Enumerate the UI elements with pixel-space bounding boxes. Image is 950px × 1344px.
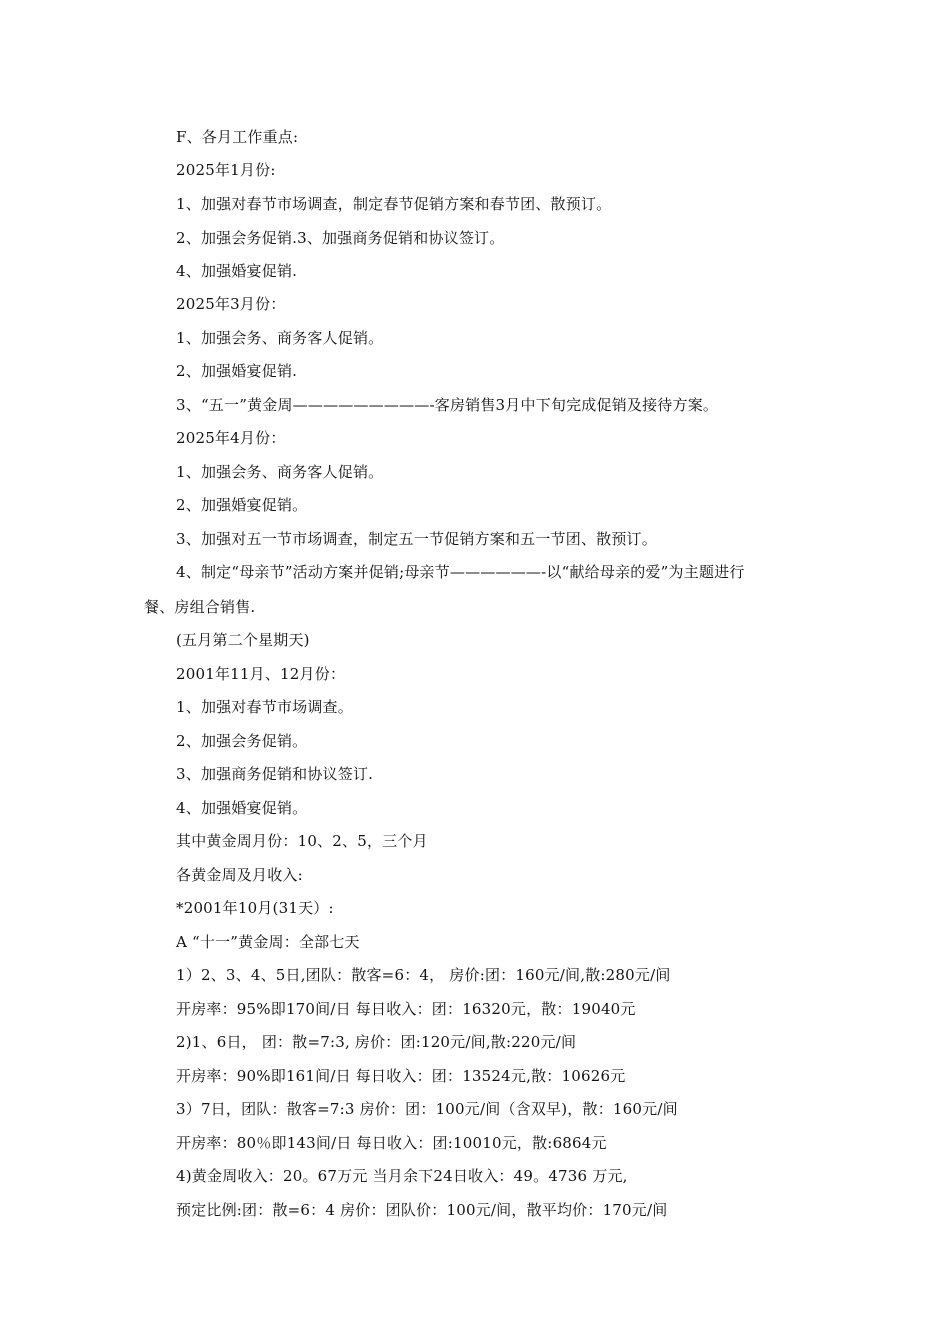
section-heading: F、各月工作重点: [176,128,299,146]
subsection-heading: A “十一”黄金周：全部七天 [176,933,360,951]
list-item: 3、“五一”黄金周—————————-客房销售3月中下旬完成促销及接待方案。 [176,396,719,414]
list-item: 4、加强婚宴促销. [176,262,298,280]
month-heading: *2001年10月(31天）: [176,899,334,917]
paragraph: 3）7日，团队：散客=7:3 房价：团：100元/间（含双早)，散：160元/间 [176,1100,678,1118]
list-item: 4、加强婚宴促销。 [176,799,308,817]
list-item: 2、加强会务促销。 [176,732,308,750]
list-item: 2、加强婚宴促销. [176,362,298,380]
list-item: 3、加强商务促销和协议签订. [176,765,374,783]
list-item: 1、加强会务、商务客人促销。 [176,463,384,481]
note: (五月第二个星期天) [176,631,310,649]
list-item: 2、加强会务促销.3、加强商务促销和协议签订。 [176,229,505,247]
paragraph: 2)1、6日， 团：散=7:3, 房价：团:120元/间,散:220元/间 [176,1033,577,1051]
month-heading: 2025年1月份: [176,161,276,179]
list-item: 1、加强对春节市场调查。 [176,698,353,716]
list-item: 4、制定“母亲节”活动方案并促销;母亲节——————-以“献给母亲的爱”为主题进行 [176,563,745,581]
paragraph: 开房率：95%即170间/日 每日收入：团：16320元，散：19040元 [176,1000,636,1018]
list-item: 3、加强对五一节市场调查，制定五一节促销方案和五一节团、散预订。 [176,530,657,548]
paragraph: 4)黄金周收入：20。67万元 当月余下24日收入：49。4736 万元, [176,1167,628,1185]
month-heading: 2001年11月、12月份： [176,665,346,683]
paragraph: 1）2、3、4、5日,团队：散客=6：4， 房价:团：160元/间,散:280元/间 [176,966,671,984]
paragraph: 其中黄金周月份：10、2、5，三个月 [176,832,428,850]
list-item: 2、加强婚宴促销。 [176,496,308,514]
paragraph: 开房率：90%即161间/日 每日收入：团：13524元,散：10626元 [176,1067,626,1085]
month-heading: 2025年3月份： [176,295,286,313]
month-heading: 2025年4月份： [176,429,286,447]
list-item: 1、加强对春节市场调查，制定春节促销方案和春节团、散预订。 [176,195,612,213]
list-item-continuation: 餐、房组合销售. [144,598,256,616]
paragraph: 开房率：80％即143间/日 每日收入：团:10010元，散:6864元 [176,1134,607,1152]
list-item: 1、加强会务、商务客人促销。 [176,329,384,347]
paragraph: 预定比例:团：散=6：4 房价：团队价：100元/间，散平均价：170元/间 [176,1201,668,1219]
paragraph: 各黄金周及月收入: [176,866,303,884]
